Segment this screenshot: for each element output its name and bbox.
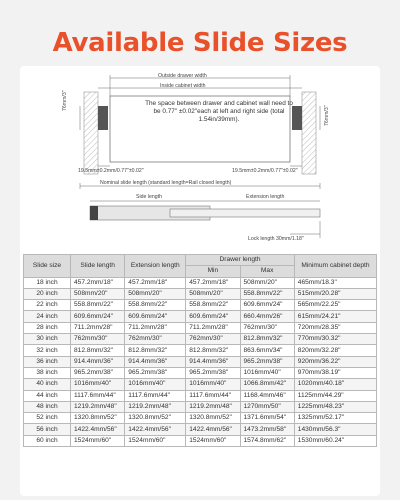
table-row (24, 413, 377, 424)
table-cell: 1219.2mm/48" (186, 401, 240, 412)
table-cell: 20 inch (24, 288, 71, 299)
side-length-label: Side length (136, 194, 162, 200)
table-row (24, 356, 377, 367)
left-slide-section (98, 106, 108, 130)
gap-label-left: 19.5mm±0.2mm/0.77"±0.02" (78, 168, 144, 174)
table-cell: 711.2mm/28" (71, 322, 125, 333)
table-cell: 558.8mm/22" (125, 300, 186, 311)
table-cell: 914.4mm/36" (186, 356, 240, 367)
table-cell: 1422.4mm/56" (71, 424, 125, 435)
table-cell: 36 inch (24, 356, 71, 367)
table-cell: 558.8mm/22" (240, 288, 294, 299)
table-cell: 820mm/32.28" (294, 345, 376, 356)
table-row (24, 379, 377, 390)
table-cell: 44 inch (24, 390, 71, 401)
table-cell: 863.6mm/34" (240, 345, 294, 356)
table-row (24, 401, 377, 412)
table-cell: 1320.8mm/52" (186, 413, 240, 424)
col-min-cabinet-depth: Minimum cabinet depth (294, 255, 376, 278)
table-cell: 1524mm/60" (186, 435, 240, 446)
table-cell: 32 inch (24, 345, 71, 356)
table-row (24, 277, 377, 288)
table-cell: 762mm/30" (125, 334, 186, 345)
height-label-left: 76mm/3" (62, 90, 68, 111)
table-cell: 1422.4mm/56" (125, 424, 186, 435)
table-row (24, 288, 377, 299)
table-cell: 1574.8mm/62" (240, 435, 294, 446)
table-cell: 1168.4mm/46" (240, 390, 294, 401)
col-extension-length: Extension length (125, 255, 186, 278)
table-cell: 965.2mm/38" (71, 367, 125, 378)
table-cell: 1524mm/60" (71, 435, 125, 446)
table-cell: 812.8mm/32" (186, 345, 240, 356)
table-cell: 457.2mm/18" (71, 277, 125, 288)
table-cell: 508mm/20" (125, 288, 186, 299)
table-cell: 508mm/20" (186, 288, 240, 299)
table-cell: 1430mm/56.3" (294, 424, 376, 435)
table-cell: 762mm/30" (186, 334, 240, 345)
table-cell: 914.4mm/36" (71, 356, 125, 367)
table-cell: 1473.2mm/58" (240, 424, 294, 435)
table-cell: 22 inch (24, 300, 71, 311)
table-cell: 1016mm/40" (240, 367, 294, 378)
table-cell: 508mm/20" (71, 288, 125, 299)
table-cell: 609.6mm/24" (186, 311, 240, 322)
content-card (20, 66, 380, 496)
table-cell: 1219.2mm/48" (125, 401, 186, 412)
table-cell: 56 inch (24, 424, 71, 435)
table-cell: 920mm/36.22" (294, 356, 376, 367)
table-cell: 965.2mm/38" (125, 367, 186, 378)
table-cell: 465mm/18.3" (294, 277, 376, 288)
table-row (24, 435, 377, 446)
table-cell: 1524mm/60" (125, 435, 186, 446)
col-slide-length: Slide length (71, 255, 125, 278)
col-drawer-max: Max (240, 266, 294, 277)
outside-width-label: Outside drawer width (158, 73, 207, 79)
table-cell: 615mm/24.21" (294, 311, 376, 322)
table-row (24, 300, 377, 311)
table-cell: 1320.8mm/52" (125, 413, 186, 424)
slide-rail-extended (170, 209, 320, 217)
table-cell: 18 inch (24, 277, 71, 288)
table-cell: 558.8mm/22" (71, 300, 125, 311)
table-cell: 965.2mm/38" (186, 367, 240, 378)
table-cell: 30 inch (24, 334, 71, 345)
table-row (24, 311, 377, 322)
table-cell: 609.6mm/24" (71, 311, 125, 322)
table-cell: 1016mm/40" (186, 379, 240, 390)
table-row (24, 367, 377, 378)
table-cell: 609.6mm/24" (240, 300, 294, 311)
table-cell: 565mm/22.25" (294, 300, 376, 311)
table-cell: 52 inch (24, 413, 71, 424)
table-cell: 1325mm/52.17" (294, 413, 376, 424)
height-label-right: 76mm/3" (324, 105, 330, 126)
table-cell: 762mm/30" (240, 322, 294, 333)
table-row (24, 424, 377, 435)
inside-width-label: Inside cabinet width (160, 83, 206, 89)
table-row (24, 390, 377, 401)
page-title: Available Slide Sizes (52, 28, 348, 58)
table-cell: 1270mm/50" (240, 401, 294, 412)
table-cell: 609.6mm/24" (125, 311, 186, 322)
col-drawer-length: Drawer length (186, 255, 295, 266)
col-drawer-min: Min (186, 266, 240, 277)
slide-installation-diagram (20, 66, 380, 251)
table-cell: 1225mm/48.23" (294, 401, 376, 412)
table-cell: 762mm/30" (71, 334, 125, 345)
spacing-note: The space between drawer and cabinet wall need to be 0.77" ±0.02"each at left and right side (total 1.54in/39mm). (145, 100, 293, 124)
table-cell: 457.2mm/18" (125, 277, 186, 288)
gap-label-right: 19.5mm±0.2mm/0.77"±0.02" (232, 168, 298, 174)
table-cell: 40 inch (24, 379, 71, 390)
table-cell: 970mm/38.19" (294, 367, 376, 378)
table-cell: 812.8mm/32" (240, 334, 294, 345)
table-cell: 24 inch (24, 311, 71, 322)
table-cell: 1371.6mm/54" (240, 413, 294, 424)
table-cell: 914.4mm/36" (125, 356, 186, 367)
table-row (24, 345, 377, 356)
table-cell: 1020mm/40.18" (294, 379, 376, 390)
table-cell: 1530mm/60.24" (294, 435, 376, 446)
table-cell: 660.4mm/26" (240, 311, 294, 322)
table-cell: 1219.2mm/48" (71, 401, 125, 412)
table-row (24, 334, 377, 345)
table-cell: 1117.6mm/44" (71, 390, 125, 401)
table-cell: 508mm/20" (240, 277, 294, 288)
table-cell: 1016mm/40" (71, 379, 125, 390)
table-cell: 711.2mm/28" (125, 322, 186, 333)
table-cell: 812.8mm/32" (125, 345, 186, 356)
right-cabinet-wall (302, 92, 316, 174)
table-row (24, 322, 377, 333)
table-cell: 515mm/20.28" (294, 288, 376, 299)
extension-length-label: Extension length (246, 194, 285, 200)
table-cell: 1422.4mm/56" (186, 424, 240, 435)
table-cell: 48 inch (24, 401, 71, 412)
table-cell: 1066.8mm/42" (240, 379, 294, 390)
slide-sizes-table (23, 254, 377, 447)
table-cell: 711.2mm/28" (186, 322, 240, 333)
table-cell: 1320.8mm/52" (71, 413, 125, 424)
table-cell: 965.2mm/38" (240, 356, 294, 367)
table-cell: 1117.6mm/44" (186, 390, 240, 401)
col-slide-size: Slide size (24, 255, 71, 278)
nominal-length-label: Nominal slide length (standard length=Rail closed length) (100, 180, 232, 186)
table-cell: 1016mm/40" (125, 379, 186, 390)
table-cell: 720mm/28.35" (294, 322, 376, 333)
table-cell: 812.8mm/32" (71, 345, 125, 356)
left-cabinet-wall (84, 92, 98, 174)
table-cell: 558.8mm/22" (186, 300, 240, 311)
table-cell: 60 inch (24, 435, 71, 446)
table-cell: 770mm/30.32" (294, 334, 376, 345)
table-body (24, 277, 377, 446)
table-cell: 38 inch (24, 367, 71, 378)
table-cell: 1125mm/44.29" (294, 390, 376, 401)
table-cell: 1117.6mm/44" (125, 390, 186, 401)
table-cell: 28 inch (24, 322, 71, 333)
lock-length-label: Lock length 30mm/1.18" (248, 236, 304, 242)
table-cell: 457.2mm/18" (186, 277, 240, 288)
